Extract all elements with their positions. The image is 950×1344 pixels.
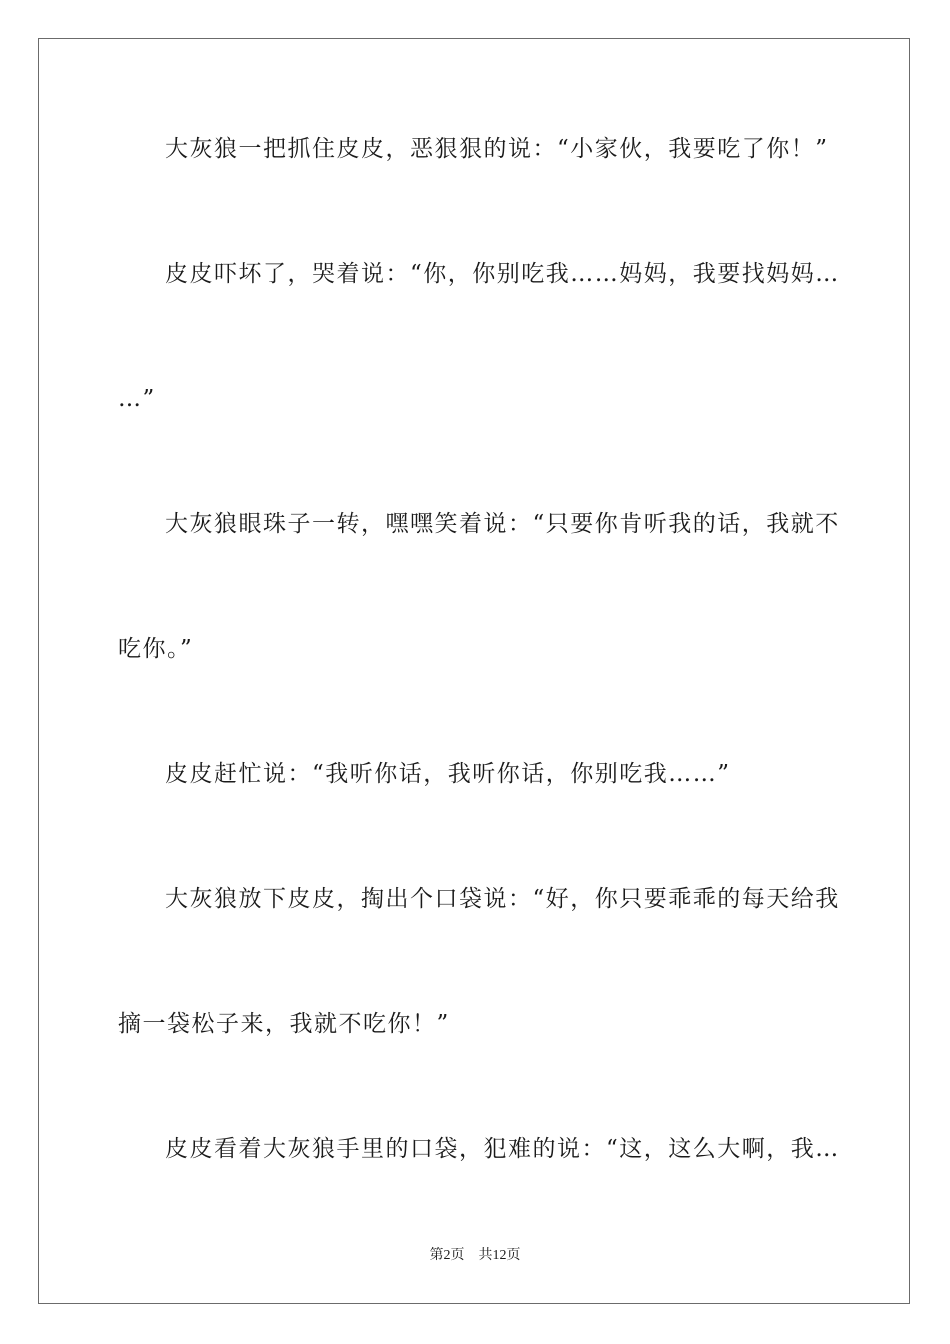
text-line: 大灰狼放下皮皮，掏出个口袋说：“好，你只要乖乖的每天给我 — [165, 886, 840, 912]
text-line: 吃你。” — [118, 636, 194, 662]
page-footer — [0, 1246, 950, 1266]
text-line: 大灰狼一把抓住皮皮，恶狠狠的说：“小家伙，我要吃了你！” — [165, 136, 829, 162]
page-total: 共12页 — [478, 1248, 521, 1263]
text-line: 皮皮吓坏了，哭着说：“你，你别吃我……妈妈，我要找妈妈… — [165, 261, 840, 287]
text-line: 皮皮赶忙说：“我听你话，我听你话，你别吃我……” — [165, 761, 731, 787]
text-line: 皮皮看着大灰狼手里的口袋，犯难的说：“这，这么大啊，我… — [165, 1136, 840, 1162]
page-number: 第2页 — [429, 1248, 465, 1263]
text-line: 摘一袋松子来，我就不吃你！” — [118, 1011, 450, 1037]
text-line: …” — [118, 386, 156, 412]
page-border — [38, 38, 910, 1304]
text-line: 大灰狼眼珠子一转，嘿嘿笑着说：“只要你肯听我的话，我就不 — [165, 511, 840, 537]
